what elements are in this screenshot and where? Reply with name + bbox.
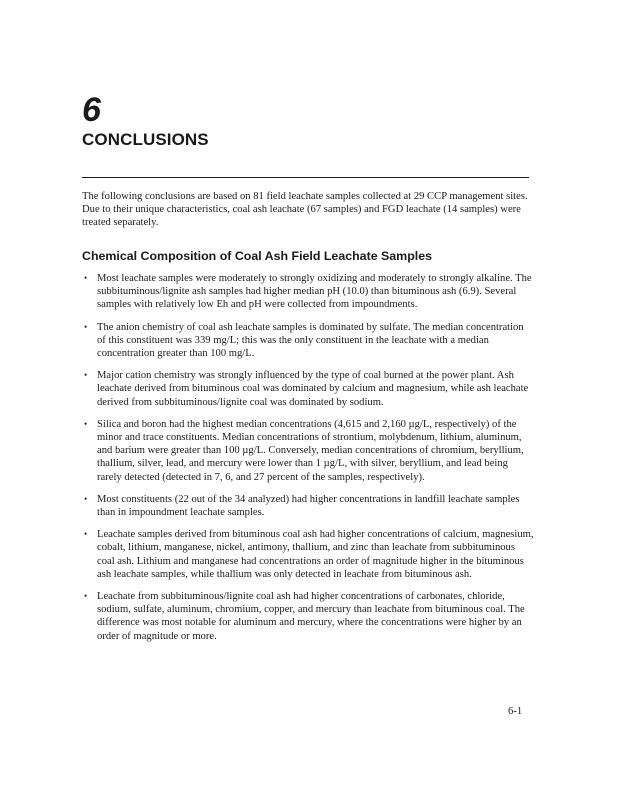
title-divider xyxy=(82,177,529,178)
list-item xyxy=(82,369,534,409)
chapter-title: CONCLUSIONS xyxy=(82,130,209,149)
page-number: 6-1 xyxy=(508,706,523,717)
list-item-text: Most leachate samples were moderately to strongly oxidizing and moderately to strongly alkaline. The subbituminous/lignite ash samples had higher median pH (10.0) than bituminous ash (6.9). Several samples with relatively low Eh and pH were collected from impoundments. xyxy=(97,273,532,311)
bullet-icon: • xyxy=(84,493,88,504)
list-item-text: The anion chemistry of coal ash leachate samples is dominated by sulfate. The median concentration of this constituent was 339 mg/L; this was the only constituent in the leachate with a median concentration greater than 100 mg/L. xyxy=(97,321,524,360)
intro-paragraph: The following conclusions are based on 81 field leachate samples collected at 29 CCP management sites. Due to their unique characteristics, coal ash leachate (67 samples) and FGD leachate (14 samples) were treated separately. xyxy=(82,191,528,229)
list-item xyxy=(82,528,534,581)
list-item-text: Major cation chemistry was strongly influenced by the type of coal burned at the power plant. Ash leachate derived from bituminous coal was dominated by calcium and magnesium, while ash leachate derived from subbituminous/lignite coal was dominated by sodium. xyxy=(97,370,529,408)
list-item xyxy=(82,590,534,643)
bullet-icon: • xyxy=(84,591,88,602)
list-item-text: Silica and boron had the highest median concentrations (4,615 and 2,160 µg/L, respectively) of the minor and trace constituents. Median concentrations of strontium, molybdenum, lithium, aluminum, and barium were greater than 100 µg/L. Conversely, median concentrations of chromium, beryllium, thallium, silver, lead, and mercury were lower than 1 µg/L, with silver, beryllium, and lead being rarely detected (detected in 7, 6, and 27 percent of the samples, respectively). xyxy=(97,418,524,483)
list-item xyxy=(82,493,534,519)
list-item-text: Leachate from subbituminous/lignite coal ash had higher concentrations of carbonates, chloride, sodium, sulfate, aluminum, chromium, copper, and mercury than leachate from bituminous coal. The difference was most notable for aluminum and mercury, where the concentrations were higher by an order of magnitude or more. xyxy=(97,591,525,642)
list-item-text: Most constituents (22 out of the 34 analyzed) had higher concentrations in landfill leachate samples than in impoundment leachate samples. xyxy=(97,493,520,519)
conclusions-list xyxy=(82,272,534,652)
list-item xyxy=(82,418,534,484)
list-item xyxy=(82,272,534,312)
chapter-number: 6 xyxy=(82,91,101,129)
list-item-text: Leachate samples derived from bituminous coal ash had higher concentrations of calcium, magnesium, cobalt, lithium, manganese, nickel, antimony, thallium, and zinc than leachate from subbituminous coal ash. Lithium and manganese had concentrations an order of magnitude higher in the bituminous ash leachate samples, while thallium was only detected in leachate from bituminous ash. xyxy=(97,529,534,580)
bullet-icon: • xyxy=(84,529,88,540)
bullet-icon: • xyxy=(84,370,88,381)
bullet-icon: • xyxy=(84,321,88,332)
bullet-icon: • xyxy=(84,273,88,283)
bullet-icon: • xyxy=(84,418,88,429)
section-heading: Chemical Composition of Coal Ash Field Leachate Samples xyxy=(82,249,432,263)
list-item xyxy=(82,321,534,361)
